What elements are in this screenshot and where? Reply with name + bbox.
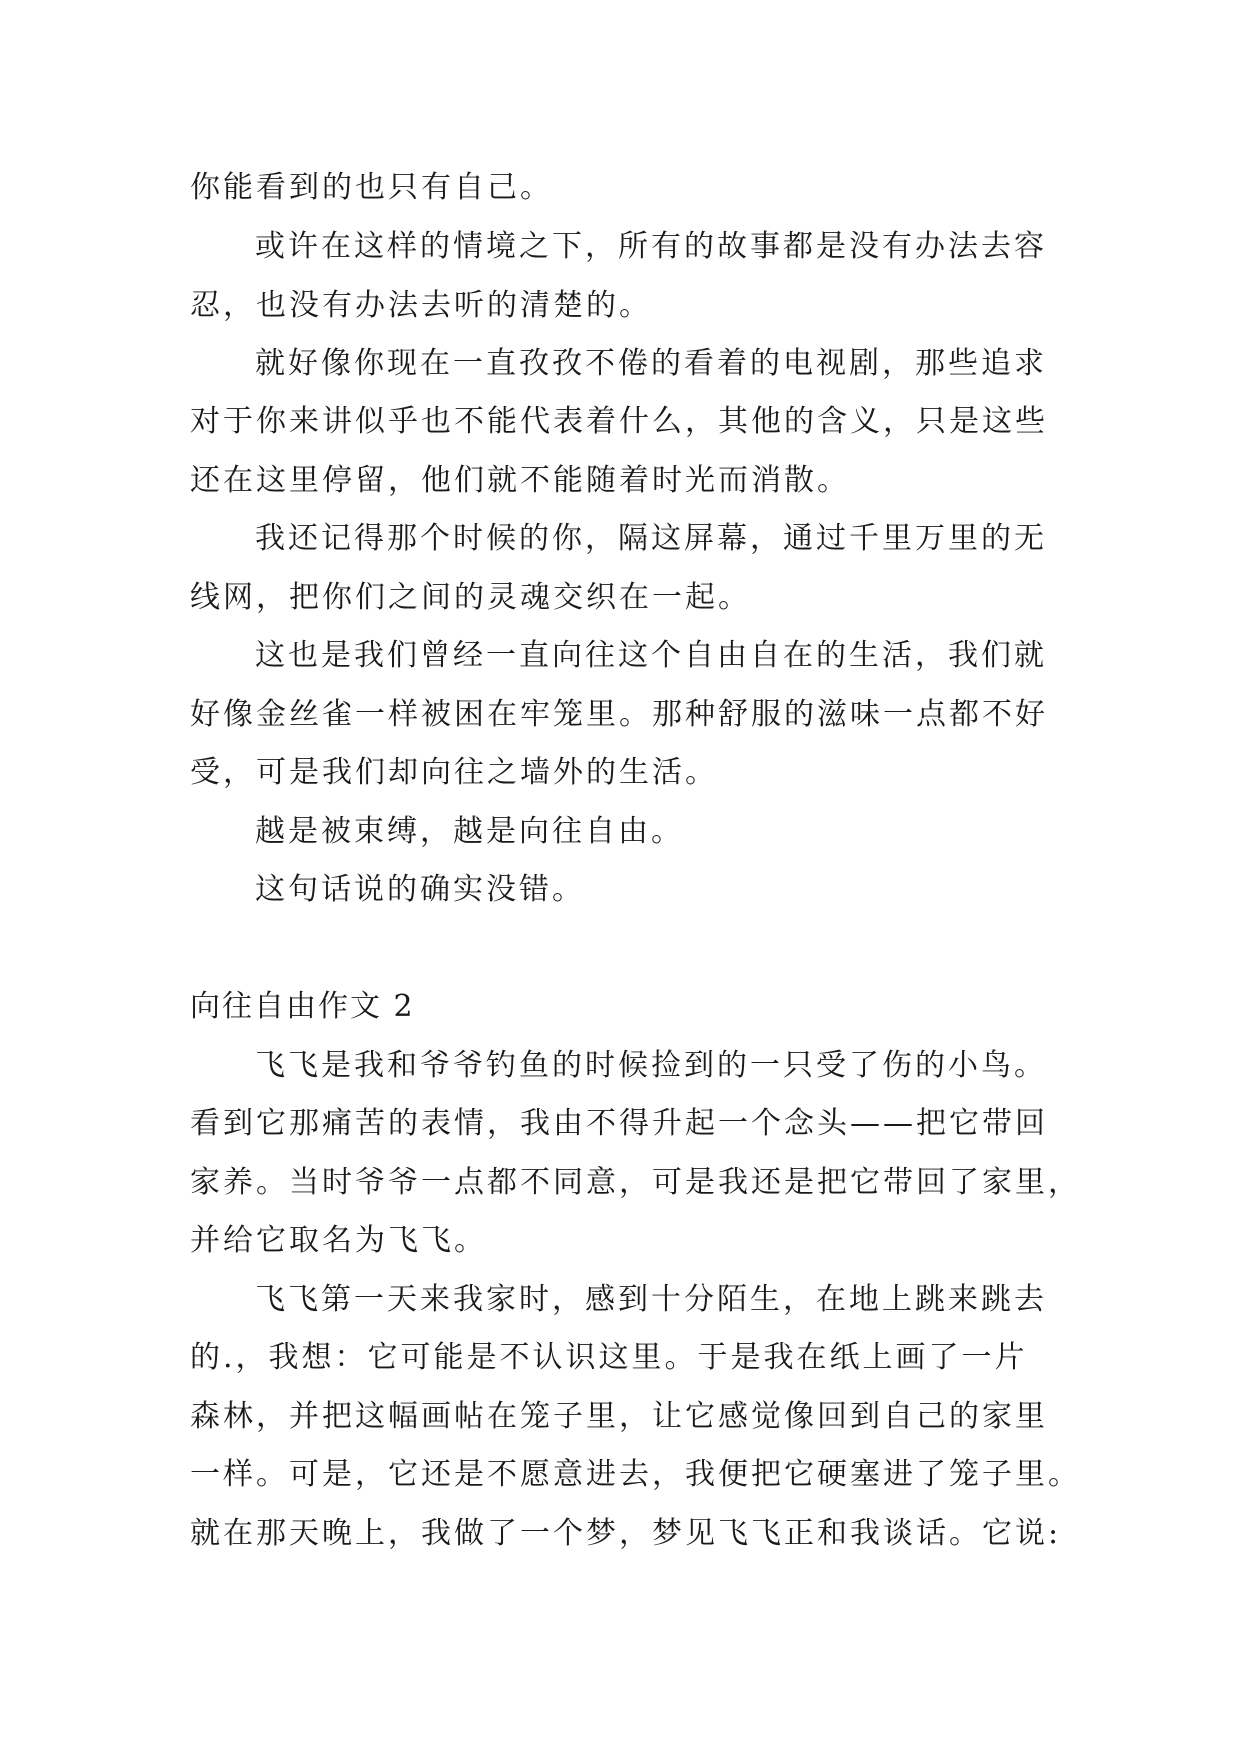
text-line: 就在那天晚上，我做了一个梦，梦见飞飞正和我谈话。它说: <box>190 1516 1062 1551</box>
paragraph-start: 这也是我们曾经一直向往这个自由自在的生活，我们就 <box>255 638 1047 673</box>
section-heading: 向往自由作文 2 <box>190 989 415 1024</box>
text-line: 线网，把你们之间的灵魂交织在一起。 <box>190 580 751 615</box>
text-line: 你能看到的也只有自己。 <box>190 170 553 205</box>
text-line: 忍，也没有办法去听的清楚的。 <box>190 288 652 323</box>
paragraph-start: 飞飞是我和爷爷钓鱼的时候捡到的一只受了伤的小鸟。 <box>255 1048 1047 1083</box>
paragraph-start: 越是被束缚，越是向往自由。 <box>255 814 684 849</box>
text-line: 的.，我想：它可能是不认识这里。于是我在纸上画了一片 <box>190 1340 1028 1375</box>
paragraph-start: 或许在这样的情境之下，所有的故事都是没有办法去容 <box>255 229 1047 264</box>
text-line: 受，可是我们却向往之墙外的生活。 <box>190 755 718 790</box>
text-line: 还在这里停留，他们就不能随着时光而消散。 <box>190 463 850 498</box>
text-line: 看到它那痛苦的表情，我由不得升起一个念头——把它带回 <box>190 1106 1048 1141</box>
paragraph-start: 我还记得那个时候的你，隔这屏幕，通过千里万里的无 <box>255 521 1047 556</box>
text-line: 好像金丝雀一样被困在牢笼里。那种舒服的滋味一点都不好 <box>190 697 1048 732</box>
text-line: 森林，并把这幅画帖在笼子里，让它感觉像回到自己的家里 <box>190 1399 1048 1434</box>
text-line: 对于你来讲似乎也不能代表着什么，其他的含义，只是这些 <box>190 404 1048 439</box>
text-line: 并给它取名为飞飞。 <box>190 1223 487 1258</box>
paragraph-start: 飞飞第一天来我家时，感到十分陌生，在地上跳来跳去 <box>255 1282 1047 1317</box>
text-line: 一样。可是，它还是不愿意进去，我便把它硬塞进了笼子里。 <box>190 1457 1081 1492</box>
paragraph-start: 就好像你现在一直孜孜不倦的看着的电视剧，那些追求 <box>255 346 1047 381</box>
paragraph-start: 这句话说的确实没错。 <box>255 872 585 907</box>
text-line: 家养。当时爷爷一点都不同意，可是我还是把它带回了家里， <box>190 1165 1081 1200</box>
